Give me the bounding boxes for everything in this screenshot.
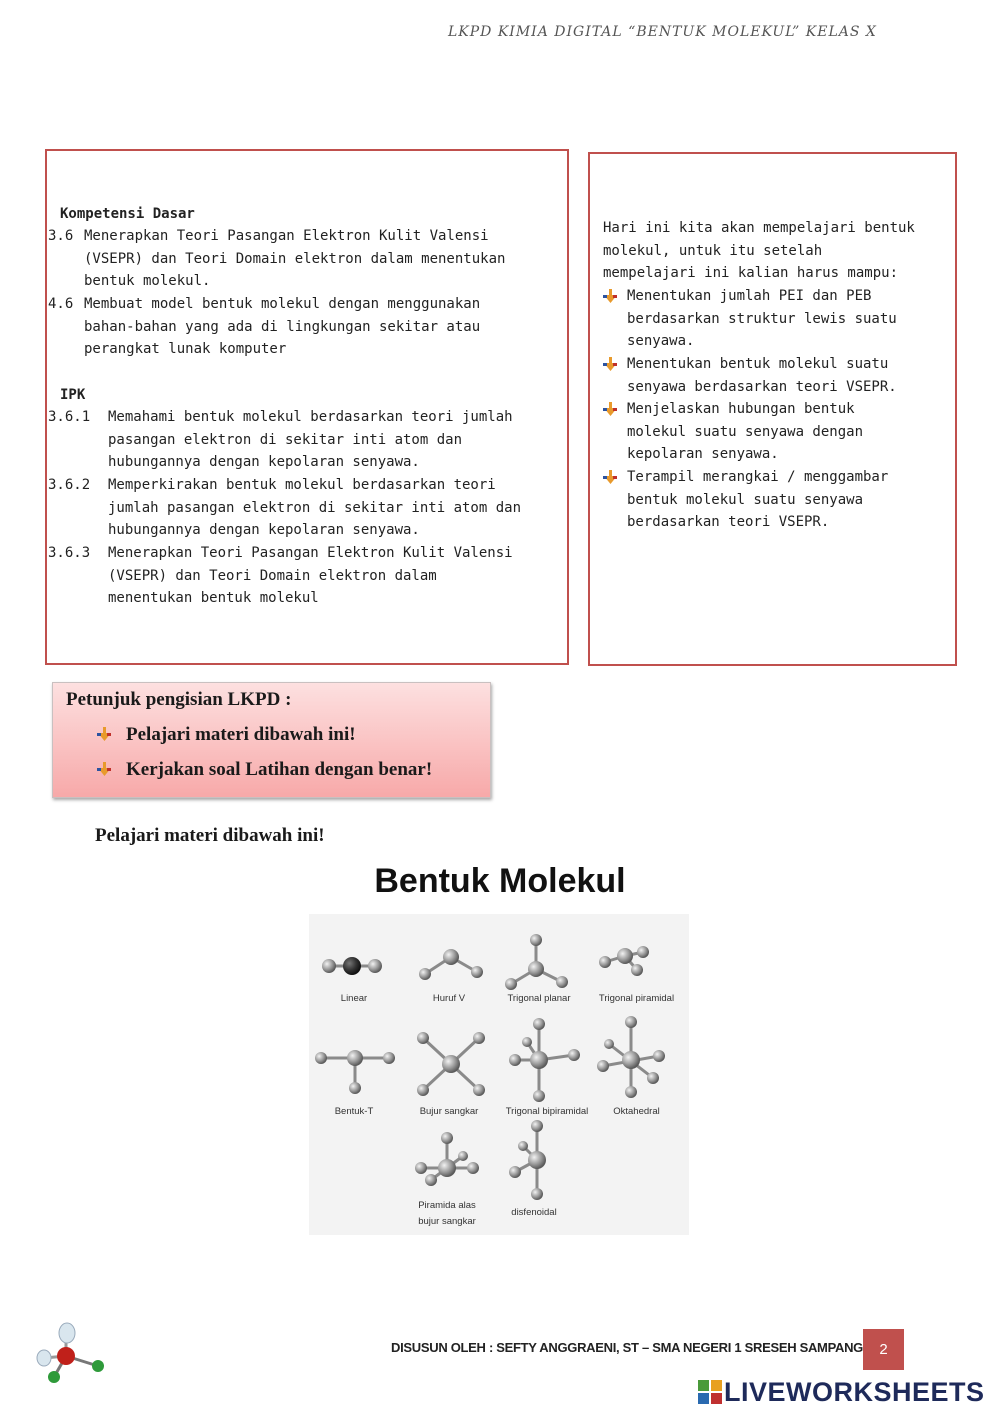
tujuan-line: bentuk molekul suatu senyawa: [627, 491, 864, 508]
petunjuk-item: Pelajari materi dibawah ini!: [126, 724, 356, 745]
kd-line: (VSEPR) dan Teori Domain elektron dalam menentukan: [84, 250, 506, 267]
tujuan-line: senyawa.: [627, 333, 695, 350]
arrow-bullet-icon: [97, 762, 111, 776]
tujuan-line: berdasarkan teori VSEPR.: [627, 514, 830, 531]
kd-item-3-6: [48, 225, 553, 293]
kd-line: perangkat lunak komputer: [84, 341, 287, 358]
shape-label: Linear: [340, 993, 368, 1004]
kd-line: bahan-bahan yang ada di lingkungan sekitar atau: [84, 318, 481, 335]
tujuan-item: [603, 353, 941, 398]
tujuan-line: Menentukan bentuk molekul suatu: [627, 356, 889, 372]
ipk-item-3-6-1: [48, 406, 548, 474]
tujuan-line: Menjelaskan hubungan bentuk: [627, 401, 855, 417]
tujuan-intro-line: molekul, untuk itu setelah: [603, 242, 823, 259]
ipk-line: Menerapkan Teori Pasangan Elektron Kulit Valensi: [108, 545, 513, 561]
footer-author: DISUSUN OLEH : SEFTY ANGGRAENI, ST – SMA NEGERI 1 SRESEH SAMPANG: [391, 1340, 863, 1355]
ipk-line: jumlah pasangan elektron di sekitar inti atom dan: [108, 499, 522, 516]
tujuan-item: [603, 398, 941, 466]
watermark-text: LIVEWORKSHEETS: [724, 1377, 985, 1407]
shape-label: disfenoidal: [511, 1207, 557, 1218]
shape-label: Oktahedral: [613, 1106, 660, 1117]
molecule-shapes-illustration: [309, 914, 689, 1235]
materi-intro: Pelajari materi dibawah ini!: [95, 825, 325, 846]
tujuan-line: senyawa berdasarkan teori VSEPR.: [627, 378, 897, 395]
ipk-line: hubungannya dengan kepolaran senyawa.: [108, 454, 420, 471]
tujuan-line: Terampil merangkai / menggambar: [627, 469, 889, 485]
tujuan-line: Menentukan jumlah PEI dan PEB: [627, 288, 872, 304]
ipk-line: menentukan bentuk molekul: [108, 590, 319, 607]
shape-label: Trigonal planar: [507, 993, 571, 1004]
ipk-line: Memperkirakan bentuk molekul berdasarkan teori: [108, 477, 496, 493]
header-title: LKPD KIMIA DIGITAL “BENTUK MOLEKUL” KELAS X: [448, 24, 877, 40]
tujuan-intro-line: Hari ini kita akan mempelajari bentuk: [603, 220, 915, 236]
section-title: Bentuk Molekul: [374, 862, 626, 900]
arrow-bullet-icon: [603, 402, 617, 416]
ipk-number: 3.6.2: [48, 477, 91, 493]
ipk-line: pasangan elektron di sekitar inti atom dan: [108, 431, 463, 448]
kd-line: Menerapkan Teori Pasangan Elektron Kulit Valensi: [84, 228, 489, 244]
kd-line: Membuat model bentuk molekul dengan menggunakan: [84, 296, 481, 312]
ipk-line: Memahami bentuk molekul berdasarkan teori jumlah: [108, 409, 513, 425]
ipk-item-3-6-3: [48, 542, 548, 610]
liveworksheets-logo-icon: [698, 1380, 722, 1404]
arrow-bullet-icon: [603, 470, 617, 484]
tujuan-box: [588, 152, 957, 666]
petunjuk-title: Petunjuk pengisian LKPD :: [66, 689, 292, 710]
shape-label: Bentuk-T: [334, 1106, 374, 1117]
petunjuk-box: [52, 682, 491, 798]
arrow-bullet-icon: [97, 727, 111, 741]
tujuan-intro: [603, 217, 941, 285]
tujuan-line: kepolaran senyawa.: [627, 446, 779, 463]
shape-label: Huruf V: [432, 993, 466, 1004]
tujuan-item: [603, 466, 941, 534]
shape-label: Piramida alas: [418, 1200, 476, 1211]
page-number-badge: 2: [863, 1329, 904, 1370]
tujuan-item: [603, 285, 941, 353]
ipk-heading: IPK: [60, 387, 86, 403]
shape-label: Trigonal bipiramidal: [505, 1106, 589, 1117]
ipk-line: hubungannya dengan kepolaran senyawa.: [108, 522, 420, 539]
ipk-line: (VSEPR) dan Teori Domain elektron dalam: [108, 567, 437, 584]
tujuan-line: berdasarkan struktur lewis suatu: [627, 310, 897, 327]
molecule-logo-icon: [32, 1322, 108, 1384]
shape-label: bujur sangkar: [418, 1216, 476, 1227]
ipk-number: 3.6.1: [48, 409, 91, 425]
kompetensi-box: [45, 149, 569, 665]
kd-number: 4.6: [48, 296, 74, 312]
ipk-number: 3.6.3: [48, 545, 91, 561]
tujuan-intro-line: mempelajari ini kalian harus mampu:: [603, 265, 899, 282]
arrow-bullet-icon: [603, 289, 617, 303]
kd-line: bentuk molekul.: [84, 273, 211, 290]
molecule-shapes-figure: [309, 914, 689, 1235]
arrow-bullet-icon: [603, 357, 617, 371]
kompetensi-heading: Kompetensi Dasar: [60, 206, 195, 222]
petunjuk-item: Kerjakan soal Latihan dengan benar!: [126, 759, 433, 780]
tujuan-line: molekul suatu senyawa dengan: [627, 423, 864, 440]
shape-label: Bujur sangkar: [419, 1106, 479, 1117]
kd-number: 3.6: [48, 228, 74, 244]
kd-item-4-6: [48, 293, 553, 361]
shape-label: Trigonal piramidal: [598, 993, 675, 1004]
ipk-item-3-6-2: [48, 474, 548, 542]
